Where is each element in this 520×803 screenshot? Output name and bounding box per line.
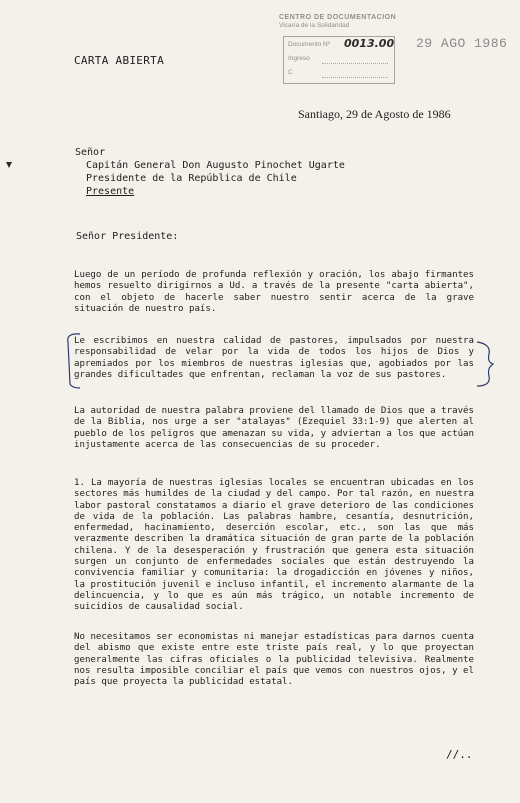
dateline: Santiago, 29 de Agosto de 1986: [298, 107, 451, 121]
handwritten-bracket-left: [60, 330, 84, 392]
paragraph-4: [74, 478, 474, 614]
recipient-line-2: Capitán General Don Augusto Pinochet Ugarte: [86, 160, 345, 171]
stamp-ingreso-line: [322, 63, 388, 64]
stamp-heading: CENTRO DE DOCUMENTACION: [279, 14, 397, 21]
stamp-ingreso-label: Ingreso: [288, 55, 310, 62]
salutation: Señor Presidente:: [76, 231, 179, 242]
recipient-line-1: Señor: [75, 147, 106, 158]
handwritten-bracket-right: [473, 338, 499, 390]
stamp-box: [283, 36, 395, 84]
paragraph-2-text: Le escribimos en nuestra calidad de pastores, impulsados por nuestra responsabilidad de velar por la vida de todos los hijos de Dios y apremiados por los miembros de nuestras iglesias que, agobiados por las grandes dificultades que enfrentan, reclaman la voz de sus pastores.: [74, 336, 474, 380]
paragraph-3: [74, 406, 474, 451]
paragraph-1-text: Luego de un período de profunda reflexión y oración, los abajo firmantes hemos resuelto dirigirnos a Ud. a través de la presente "carta abierta", con el objeto de hacerle saber nuestro sentir acerca de la grave situación de nuestro país.: [74, 270, 474, 314]
paragraph-3-text: La autoridad de nuestra palabra proviene del llamado de Dios que a través de la Biblia, nos urge a ser "atalayas" (Ezequiel 33:1-9) que alerten al pueblo de los peligros que amenazan su vida, y adviertan a los que actúan injustamente acerca de las consecuencias de su proceder.: [74, 406, 474, 450]
archive-stamp: [279, 14, 395, 84]
paragraph-4-text: 1. La mayoría de nuestras iglesias locales se encuentran ubicadas en los sectores más humildes de la ciudad y del campo. Por tal razón, en nuestra labor pastoral constatamos a diario el grave deterioro de las condiciones de vida de la población. Las palabras hambre, cesantía, desnutrición, enfermedad, hacinamiento, deserción escolar, etc., son las que más verazmente describen la dramática situación de gran parte de la población chilena. Y de la desesperación y frustración que genera esta situación surgen un conjunto de enfermedades sociales que están destruyendo la convivencia familiar y comunitaria: la drogadicción en jóvenes y niños, la prostitución juvenil e incluso infantil, el incremento alarmante de la delincuencia, y lo que es aún más trágico, un notable incremento de suicidios de causalidad social.: [74, 478, 474, 613]
paragraph-5: [74, 632, 474, 688]
stamp-document-number: 0013.00: [344, 37, 395, 50]
stamp-document-label: Documento Nº: [288, 41, 331, 48]
paragraph-5-text: No necesitamos ser economistas ni manejar estadísticas para darnos cuenta del abismo que existe entre este triste país real, y lo que proyectan generalmente las cifras oficiales o la publicidad televisiva. Realmente nos resulta imposible conciliar el país que vemos con nuestros ojos, y el país que proyecta la publicidad estatal.: [74, 632, 474, 688]
letter-title: CARTA ABIERTA: [74, 54, 164, 67]
recipient-line-3: Presidente de la República de Chile: [86, 173, 297, 184]
paragraph-2: [74, 336, 474, 381]
continuation-mark: //..: [446, 748, 473, 761]
margin-tick-mark: [6, 162, 12, 168]
recipient-line-4: Presente: [86, 186, 135, 197]
stamp-third-line: [322, 77, 388, 78]
stamp-third-label: C: [288, 69, 293, 76]
paragraph-1: [74, 270, 474, 315]
stamp-subheading: Vicaría de la Solidaridad: [279, 22, 350, 29]
received-date-stamp: 29 AGO 1986: [416, 36, 508, 51]
